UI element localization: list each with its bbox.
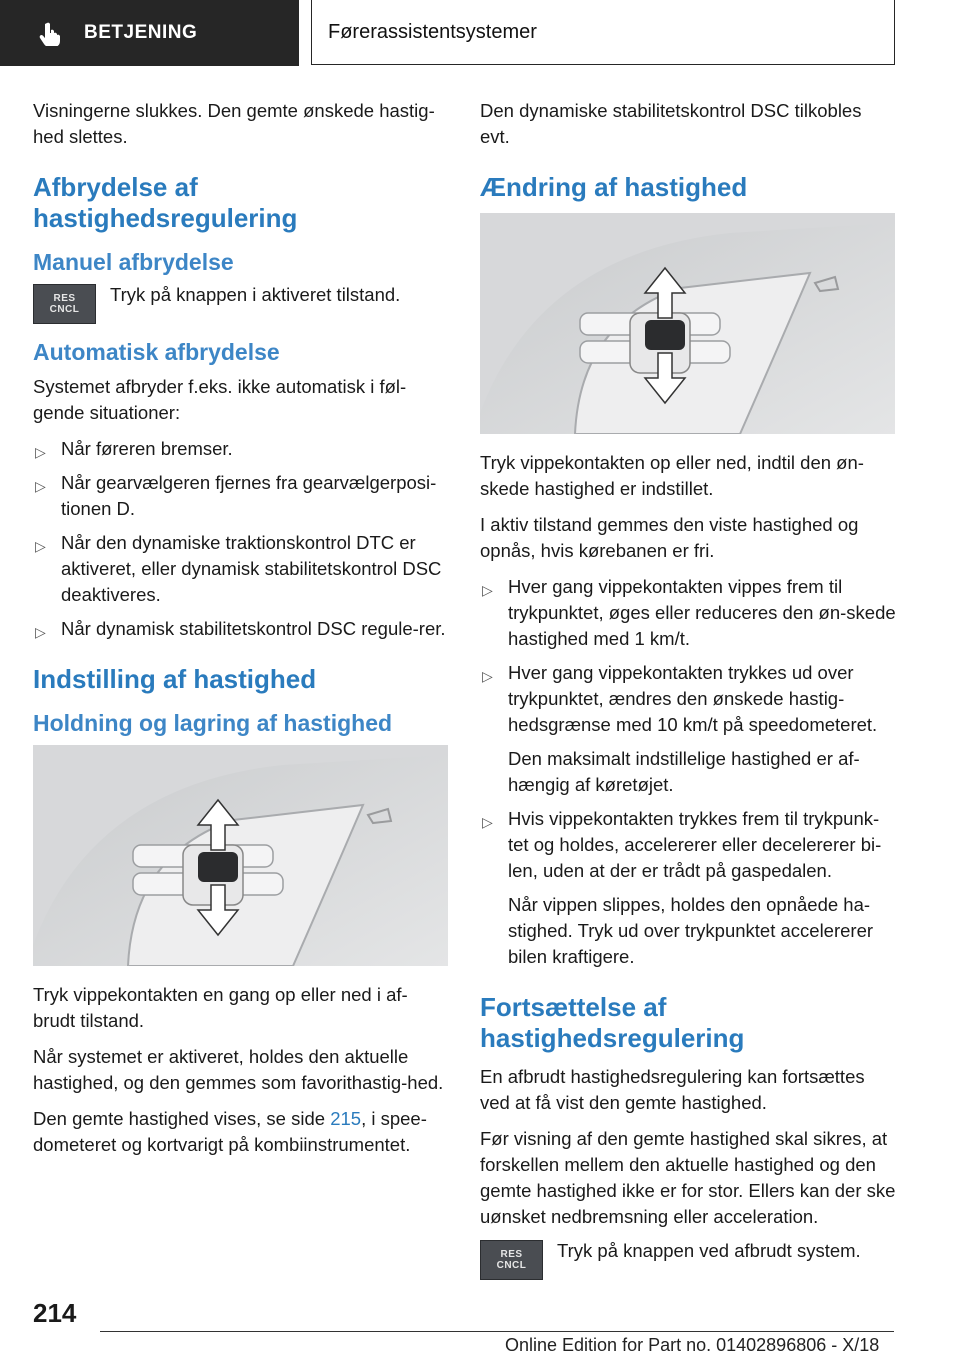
heading-setting: Indstilling af hastighed xyxy=(33,664,317,694)
right-column xyxy=(480,98,896,1290)
triangle-bullet-icon: ▷ xyxy=(482,814,493,830)
resume-text: Tryk på knappen ved afbrudt system. xyxy=(557,1240,861,1261)
left-column xyxy=(33,98,449,1168)
heading-change: Ændring af hastighed xyxy=(480,172,748,202)
list-item: ▷ Hver gang vippekontakten vippes frem til trykpunktet, øges eller reduceres den øn-skede hastighed med 1 km/t. xyxy=(482,576,896,649)
heading-auto: Automatisk afbrydelse xyxy=(33,339,280,365)
resume-paragraph-1: En afbrudt hastighedsregulering kan fortsættes ved at få vist den gemte hastighed. xyxy=(480,1066,865,1113)
list-item-note: Den maksimalt indstillelige hastighed er af-hængig af køretøjet. xyxy=(508,748,860,795)
page-link[interactable]: 215 xyxy=(330,1108,362,1129)
intro-paragraph: Visningerne slukkes. Den gemte ønskede hastig-hed slettes. xyxy=(33,100,435,147)
heading-interrupt: Afbrydelse af hastighedsregulering xyxy=(33,172,298,233)
chapter-title: Førerassistentsystemer xyxy=(328,20,537,43)
list-item: ▷ Hver gang vippekontakten trykkes ud over trykpunktet, ændres den ønskede hastig-hedsgrænse med 10 km/t på speedometeret. Den maksimalt indstillelige hastighed er af-hængig af køretøjet. xyxy=(480,660,896,798)
active-paragraph: Når systemet er aktiveret, holdes den aktuelle hastighed, og den gemmes som favorithastig-hed. xyxy=(33,1046,444,1093)
steering-wheel-photo xyxy=(33,745,448,966)
shown-paragraph: Den gemte hastighed vises, se side 215, i spee-dometeret og kortvarigt på kombiinstrumentet. xyxy=(33,1108,427,1155)
hand-icon xyxy=(38,20,64,46)
triangle-bullet-icon: ▷ xyxy=(35,538,46,554)
res-cncl-button-icon: RES CNCL xyxy=(480,1240,543,1280)
heading-resume: Fortsættelse af hastighedsregulering xyxy=(480,992,745,1053)
heading-manual: Manuel afbrydelse xyxy=(33,249,234,275)
list-item: ▷ Når den dynamiske traktionskontrol DTC er aktiveret, eller dynamisk stabilitetskontrol DSC deaktiveres. xyxy=(35,532,442,605)
section-title: BETJENING xyxy=(84,22,198,43)
list-item: ▷ Når gearvælgeren fjernes fra gearvælgerposi-tionen D. xyxy=(35,472,437,519)
triangle-bullet-icon: ▷ xyxy=(482,668,493,684)
list-item-note: Når vippen slippes, holdes den opnåede ha-stighed. Tryk ud over trykpunktet accelererer bilen kraftigere. xyxy=(508,894,874,967)
heading-hold: Holdning og lagring af hastighed xyxy=(33,710,393,736)
resume-instruction xyxy=(480,1240,896,1280)
change-list xyxy=(480,574,896,970)
footer-divider xyxy=(100,1331,894,1332)
tip-paragraph-2: Tryk vippekontakten op eller ned, indtil den øn-skede hastighed er indstillet. xyxy=(480,452,864,499)
triangle-bullet-icon: ▷ xyxy=(35,478,46,494)
page-number: 214 xyxy=(33,1298,77,1328)
manual-text: Tryk på knappen i aktiveret tilstand. xyxy=(110,284,401,305)
footer-text: Online Edition for Part no. 01402896806 - X/18 xyxy=(505,1335,880,1355)
resume-paragraph-2: Før visning af den gemte hastighed skal sikres, at forskellen mellem den aktuelle hastighed og den gemte hastighed ikke er for stor. Ellers kan der ske uønsket nedbremsning eller acceleration. xyxy=(480,1128,896,1227)
dsc-paragraph: Den dynamiske stabilitetskontrol DSC tilkobles evt. xyxy=(480,100,862,147)
res-cncl-button-icon: RES CNCL xyxy=(33,284,96,324)
auto-intro: Systemet afbryder f.eks. ikke automatisk i føl-gende situationer: xyxy=(33,376,407,423)
auto-list xyxy=(33,436,449,642)
list-item: ▷ Hvis vippekontakten trykkes frem til trykpunk-tet og holdes, accelererer eller decelererer bi-len, uden at der er trådt på gaspedalen. Når vippen slippes, holdes den opnåede ha-stighed. Tryk ud over trykpunktet accelererer bilen kraftigere. xyxy=(480,806,896,970)
manual-instruction xyxy=(33,284,449,324)
list-item: ▷ Når føreren bremser. xyxy=(33,436,449,462)
section-tab xyxy=(0,0,299,66)
triangle-bullet-icon: ▷ xyxy=(482,582,493,598)
chapter-header xyxy=(311,0,895,65)
list-item: ▷ Når dynamisk stabilitetskontrol DSC regule-rer. xyxy=(33,616,449,642)
triangle-bullet-icon: ▷ xyxy=(35,444,46,460)
triangle-bullet-icon: ▷ xyxy=(35,624,46,640)
tip-paragraph: Tryk vippekontakten en gang op eller ned i af-brudt tilstand. xyxy=(33,984,408,1031)
active-paragraph-2: I aktiv tilstand gemmes den viste hastighed og opnås, hvis kørebanen er fri. xyxy=(480,514,859,561)
steering-wheel-photo-2 xyxy=(480,213,895,434)
